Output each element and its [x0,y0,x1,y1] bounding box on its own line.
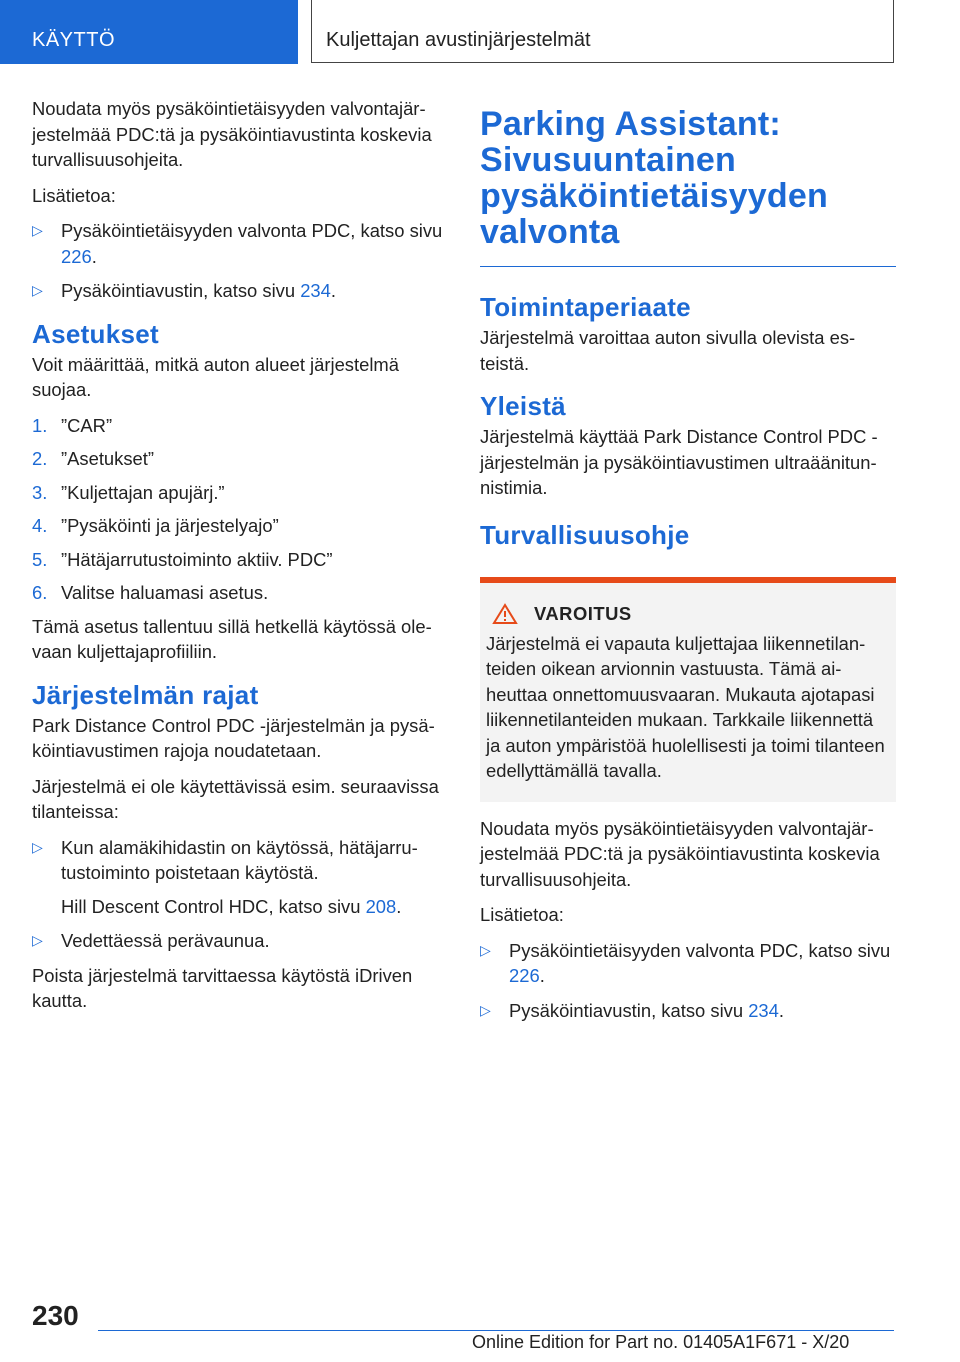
triangle-right-icon: ▷ [32,838,43,855]
list-item [32,835,450,920]
list-item [32,278,450,304]
step-item [32,547,450,573]
list-item-text: Pysäköintietäisyyden valvonta PDC, katso sivu [61,220,443,241]
limits-text: Järjestelmä ei ole käytettävissä esim. seuraavissa tilanteissa: [32,775,439,822]
settings-steps [32,413,450,606]
more-info-list [480,938,896,1024]
step-number: 4. [32,515,48,536]
step-item [32,580,450,606]
page-number: 230 [32,1300,79,1331]
list-item-text: Pysäköintiavustin, katso sivu [61,280,301,301]
header-section-tab [0,0,298,64]
limits-list [32,835,450,954]
step-number: 1. [32,414,48,436]
page-link[interactable]: 226 [61,245,92,267]
punctuation: . [539,965,545,986]
page-link[interactable]: 208 [365,895,397,917]
footer-divider [98,1330,894,1331]
step-number: 2. [32,448,48,469]
punctuation: . [778,999,784,1021]
safety-heading: Turvallisuusohje [480,519,690,550]
edition-text: Online Edition for Part no. 01405A1F671 - X/20 [472,1332,850,1352]
warning-text: Järjestelmä ei vapauta kuljettajaa liikennetilanteiden oikean arvionnin vastuusta. Tämä aiheuttaa onnettomuusvaaran. Mukauta ajotapasi liikennetilanteiden mukaan. Tarkkaile liikennettä ja auton ympäristöä huolellisesti ja toimi tilanteen edellyttämällä tavalla. [486,632,885,781]
general-text: Järjestelmä käyttää Park Distance Control PDC -järjestelmän ja pysäköintiavustimen ultraäänitunnistimia. [480,426,878,498]
step-item [32,513,450,539]
warning-title: VAROITUS [534,602,632,624]
subtext-label: Hill Descent Control HDC, katso sivu [61,895,366,917]
safety-reference-text: Noudata myös pysäköintietäisyyden valvontajärjestelmää PDC:tä ja pysäköintiavustinta koskevia turvallisuusohjeita. [32,98,432,170]
step-number: 5. [32,548,48,570]
page-title: Parking Assistant: Sivusuuntainen pysäköintietäisyyden valvonta [480,106,896,267]
list-item [480,998,896,1024]
punctuation: . [330,280,336,301]
list-item-text: Vedettäessä perävaunua. [61,930,270,951]
step-number: 6. [32,582,48,603]
page-link[interactable]: 226 [509,965,540,986]
step-text: ”Kuljettajan apujärj.” [61,481,225,503]
warning-title-row [486,603,888,625]
more-info-label: Lisätietoa: [32,184,116,206]
limits-text: Park Distance Control PDC -järjestelmän ja pysäköintiavustimen rajoja noudatetaan. [32,714,435,761]
triangle-right-icon: ▷ [32,222,43,238]
more-info-list [32,218,450,304]
step-number: 3. [32,481,48,503]
step-text: ”Hätäjarrutustoiminto aktiiv. PDC” [61,548,333,570]
warning-box [480,577,896,802]
triangle-right-icon: ▷ [480,941,491,958]
step-text: Valitse haluamasi asetus. [61,582,269,603]
settings-note: Tämä asetus tallentuu sillä hetkellä käytössä olevaan kuljettajaprofiiliin. [32,615,432,662]
header-chapter-label: Kuljettajan avustinjärjestelmät [326,29,591,51]
header-chapter-box [311,0,894,63]
step-text: ”Pysäköinti ja järjestelyajo” [61,515,279,536]
punctuation: . [91,245,97,267]
step-item [32,413,450,439]
list-item [32,928,450,954]
left-column [32,96,450,1024]
warning-triangle-icon [492,603,518,625]
list-item-text: Pysäköintietäisyyden valvonta PDC, katso sivu [509,939,891,961]
settings-heading: Asetukset [32,318,159,349]
page-link[interactable]: 234 [748,999,779,1021]
step-item [32,446,450,472]
limits-text: Poista järjestelmä tarvittaessa käytöstä iDriven kautta. [32,964,413,1011]
triangle-right-icon: ▷ [32,282,43,298]
triangle-right-icon: ▷ [32,932,43,948]
step-text: ”CAR” [61,414,113,436]
header-section-label: KÄYTTÖ [32,29,116,51]
safety-reference-text: Noudata myös pysäköintietäisyyden valvontajärjestelmää PDC:tä ja pysäköintiavustinta koskevia turvallisuusohjeita. [480,817,880,890]
list-item-text: Pysäköintiavustin, katso sivu [509,999,749,1021]
principle-text: Järjestelmä varoittaa auton sivulla olevista esteistä. [480,327,856,374]
more-info-label: Lisätietoa: [480,904,564,925]
principle-heading: Toimintaperiaate [480,292,691,322]
limits-heading: Järjestelmän rajat [32,679,259,710]
list-item-text: Kun alamäkihidastin on käytössä, hätäjarrutustoiminto poistetaan käytöstä. [61,836,418,883]
step-item [32,480,450,506]
list-item [32,218,450,269]
punctuation: . [396,895,402,917]
list-item-subtext [61,894,450,920]
page-link[interactable]: 234 [300,280,331,301]
settings-intro: Voit määrittää, mitkä auton alueet järjestelmä suojaa. [32,353,399,400]
triangle-right-icon: ▷ [480,1001,491,1018]
step-text: ”Asetukset” [61,448,155,469]
right-column [480,106,896,1032]
list-item [480,938,896,989]
general-heading: Yleistä [480,391,566,421]
